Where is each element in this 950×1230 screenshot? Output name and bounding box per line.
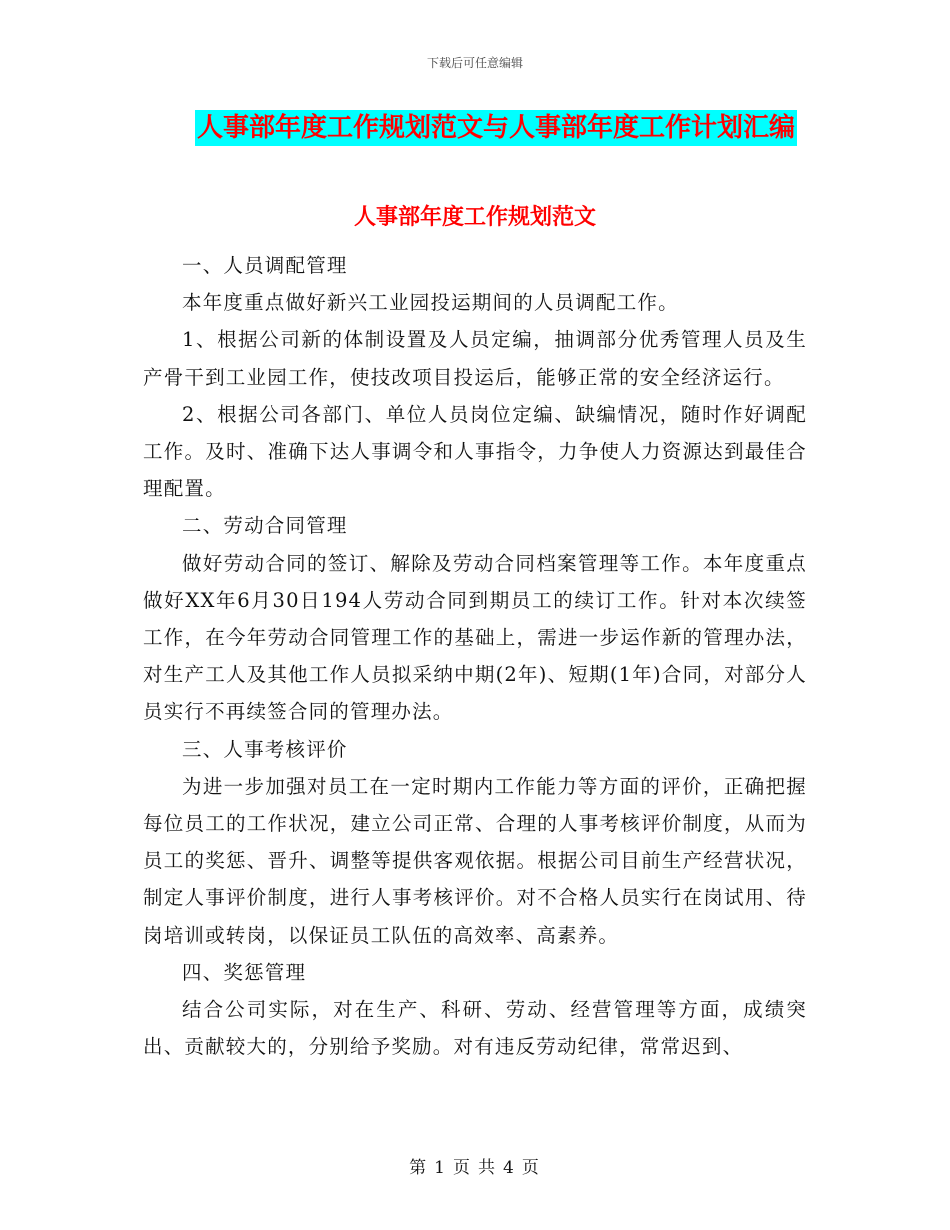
paragraph: 本年度重点做好新兴工业园投运期间的人员调配工作。 xyxy=(182,291,679,315)
section-heading: 一、人员调配管理 xyxy=(182,254,348,277)
paragraph: 结合公司实际，对在生产、科研、劳动、经营管理等方面，成绩突出、贡献较大的，分别给予奖励。对有违反劳动纪律，常常迟到、 xyxy=(143,998,807,1059)
section-heading: 二、劳动合同管理 xyxy=(182,514,348,538)
footer-total-label: 共 xyxy=(478,1158,497,1178)
paragraph: 2、根据公司各部门、单位人员岗位定编、缺编情况，随时作好调配工作。及时、准确下达人事调令和人事指令，力争使人力资源达到最佳合理配置。 xyxy=(143,402,807,501)
document-title: 人事部年度工作规划范文与人事部年度工作计划汇编 xyxy=(195,110,797,146)
footer-total-pages: 4 xyxy=(503,1158,516,1178)
header-note: 下载后可任意编辑 xyxy=(426,56,523,70)
document-body xyxy=(143,247,807,1065)
footer-suffix: 页 xyxy=(521,1158,541,1178)
footer-current-page: 1 xyxy=(434,1158,447,1178)
page-footer xyxy=(0,1153,950,1178)
footer-page-label: 页 xyxy=(453,1158,472,1178)
footer-prefix: 第 xyxy=(409,1158,429,1178)
paragraph: 做好劳动合同的签订、解除及劳动合同档案管理等工作。本年度重点做好XX年6月30日194人劳动合同到期员工的续订工作。针对本次续签工作，在今年劳动合同管理工作的基础上，需进一步运作新的管理办法，对生产工人及其他工作人员拟采纳中期(2年)、短期(1年)合同，对部分人员实行不再续签合同的管理办法。 xyxy=(143,551,807,724)
section-heading: 三、人事考核评价 xyxy=(182,737,348,761)
section-heading: 四、奖惩管理 xyxy=(182,960,307,984)
document-subtitle: 人事部年度工作规划范文 xyxy=(353,205,596,230)
paragraph: 1、根据公司新的体制设置及人员定编，抽调部分优秀管理人员及生产骨干到工业园工作，使技改项目投运后，能够正常的安全经济运行。 xyxy=(143,328,807,389)
paragraph: 为进一步加强对员工在一定时期内工作能力等方面的评价，正确把握每位员工的工作状况，建立公司正常、合理的人事考核评价制度，从而为员工的奖惩、晋升、调整等提供客观依据。根据公司目前生产经营状况，制定人事评价制度，进行人事考核评价。对不合格人员实行在岗试用、待岗培训或转岗，以保证员工队伍的高效率、高素养。 xyxy=(143,774,807,947)
